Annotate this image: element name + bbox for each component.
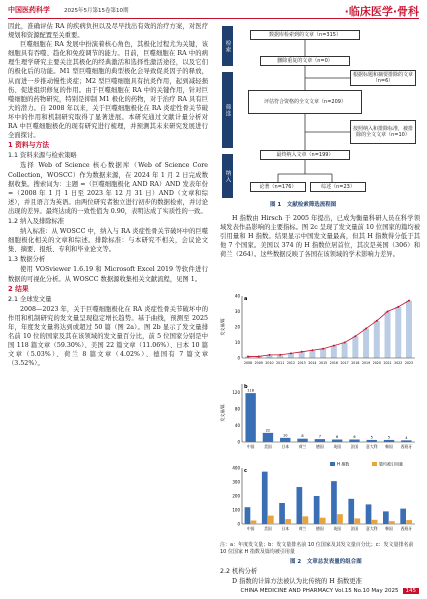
- y-tick-label: 200: [232, 493, 240, 499]
- y-tick-label: 0: [237, 521, 240, 527]
- x-tick-label: 西班牙: [400, 444, 413, 449]
- box-reviews: 综述（n=23）: [310, 182, 366, 192]
- bar-mark: [315, 439, 325, 442]
- panel-letter: a: [244, 296, 248, 302]
- y-axis-label: 发文量/篇: [220, 318, 225, 336]
- box-final-included: 最终纳入文章（n=199）: [260, 150, 350, 160]
- y-tick-label: 20: [234, 324, 240, 330]
- flowchart-figure: [220, 22, 420, 212]
- subsection-heading: 1.2 纳入及排除标准: [8, 217, 65, 225]
- x-tick-label: 2020: [372, 361, 381, 365]
- legend-label: 篇均被引用量: [379, 461, 403, 467]
- y-tick-label: 0: [237, 355, 240, 361]
- subsection-heading: 1.1 资料来源与检索策略: [8, 152, 77, 160]
- data-point: [322, 348, 324, 350]
- data-label: 6: [336, 435, 339, 440]
- legend-swatch: [372, 462, 377, 466]
- figure2-caption: 图 2 文章总发表量的组合图: [290, 559, 362, 565]
- data-point: [258, 355, 260, 357]
- data-label: 118: [247, 388, 254, 393]
- data-point: [354, 335, 356, 337]
- side-label-screen: 筛选: [222, 72, 233, 148]
- data-point: [279, 354, 281, 356]
- panel-letter: c: [244, 468, 247, 474]
- y-tick-label: 80: [234, 406, 240, 412]
- x-tick-label: 2021: [383, 361, 392, 365]
- bar-mark: [320, 349, 326, 358]
- bar-mark: [349, 440, 359, 442]
- x-tick-label: 韩国: [385, 526, 393, 531]
- bar-mark: [363, 329, 369, 358]
- x-tick-label: 德国: [316, 444, 324, 449]
- left-column: [8, 22, 208, 368]
- bar-mark: [337, 514, 343, 524]
- issue-info: 2025年5月第15卷第10期: [64, 8, 129, 14]
- x-tick-label: 法国: [350, 526, 359, 531]
- box-excluded-full-text: 按照纳入和排除标准，被排除的全文文章（n=10）: [350, 120, 416, 144]
- box-excluded-by-title: 根据标题和摘要排除的文章（n=6）: [350, 70, 416, 86]
- bar-mark: [280, 438, 290, 442]
- x-tick-label: 荷兰: [298, 444, 307, 449]
- subsection-heading: 2.1 全球发文量: [8, 295, 52, 303]
- subsection-heading: 2.2 机构分析: [220, 568, 258, 575]
- x-tick-label: 2015: [319, 361, 328, 365]
- x-tick-label: 2016: [329, 361, 338, 365]
- data-label: 8: [301, 434, 304, 439]
- y-tick-label: 30: [234, 309, 240, 314]
- x-tick-label: 2008: [243, 361, 253, 365]
- data-label: 22: [265, 428, 271, 433]
- x-tick-label: 中国: [246, 526, 255, 531]
- data-point: [333, 345, 335, 347]
- legend-swatch: [330, 462, 335, 466]
- footer-journal: CHINA MEDICINE AND PHARMACY Vol.15 No.10 May 2025: [240, 588, 399, 594]
- data-point: [408, 300, 410, 302]
- bar-mark: [262, 472, 268, 524]
- x-tick-label: 西班牙: [400, 526, 413, 531]
- x-tick-label: 2023: [404, 361, 414, 365]
- section-heading: 2 结果: [8, 284, 29, 293]
- bar-mark: [251, 521, 257, 525]
- side-label-include: 纳入: [222, 154, 233, 198]
- journal-title: 中国医药科学: [8, 6, 50, 14]
- paragraph: H 指数由 Hirsch 于 2005 年提出，已成为衡量科研人员在科学领域发表作品影响的主要指标。图 2c 呈现了发文量前 10 位国家的篇均被引用量和 H 指数。结果显示中国发文量最高，但其 H 指数得分低于其他 7 个国家。美国以 374 的 H 指数位居首位，其次是英国（306）和荷兰（264）。这些数据反映了各国在该领域的学术影响力差异。: [220, 215, 420, 259]
- bar-mark: [374, 321, 380, 358]
- data-point: [376, 320, 378, 322]
- bar-mark: [354, 518, 360, 524]
- bar-mark: [348, 499, 354, 524]
- chart-panel-a: [220, 290, 420, 375]
- x-tick-label: 法国: [350, 444, 359, 449]
- bar-mark: [406, 301, 412, 358]
- x-tick-label: 德国: [316, 526, 324, 531]
- x-tick-label: 日本: [281, 444, 290, 449]
- y-tick-label: 120: [232, 389, 240, 395]
- x-tick-label: 中国: [246, 444, 255, 449]
- x-tick-label: 2017: [340, 361, 349, 365]
- bar-mark: [245, 507, 251, 524]
- x-tick-label: 2018: [351, 361, 360, 365]
- figure2-notes: 注：a：年度发文量；b：发文量排名前 10 位国家及其发文量百分比；c：发文量排名前 10 位国家 H 指数及篇均被引用量: [220, 542, 414, 555]
- bar-mark: [297, 439, 307, 442]
- data-point: [344, 342, 346, 344]
- x-tick-label: 英国: [333, 526, 341, 531]
- legend-label: H 指数: [337, 461, 350, 467]
- bar-mark: [314, 496, 320, 524]
- x-tick-label: 2012: [286, 361, 295, 365]
- bar-mark: [309, 350, 315, 358]
- bar-mark: [384, 440, 394, 442]
- data-point: [387, 311, 389, 313]
- data-label: 10: [283, 433, 288, 438]
- data-point: [290, 352, 292, 354]
- paragraph: 纳入标准：从 WOSCC 中，纳入与 RA 炎症性骨关节破坏中的巨噬细胞极化相关的文章和综述。排除标准：与本研究不相关，会议论文集、摘要、报纸、专利和毕业论文等。: [8, 228, 208, 254]
- bar-mark: [332, 440, 342, 442]
- x-tick-label: 2009: [254, 361, 263, 365]
- section-heading: 1 资料与方法: [8, 141, 50, 150]
- data-point: [268, 354, 270, 356]
- x-tick-label: 英国: [333, 444, 341, 449]
- x-tick-label: 美国: [264, 526, 272, 531]
- bar-mark: [395, 307, 401, 358]
- x-tick-label: 韩国: [385, 444, 393, 449]
- right-column-text: [220, 214, 420, 259]
- y-tick-label: 0: [237, 439, 240, 445]
- y-tick-label: 40: [234, 293, 240, 299]
- data-label: 4: [405, 435, 408, 440]
- box-duplicates-removed: 删除重复的文章（n=0）: [260, 56, 350, 66]
- paragraph: 巨噬细胞在 RA 发展中扮演着核心角色，其极化过程尤为关键，该细胞具有吞噬、趋化和免疫调节的能力。目前，巨噬细胞在 RA 中的病理生理学研究主要关注其极化的经典激活和选择性激活途径，以及它们的极化后的功能。M1 型巨噬细胞的典型极化会导致促炎因子的释放，从而进一步推动慢性炎症；M2 型巨噬细胞具有抗炎作用，起到减轻损伤、促进组织修复的作用。由于巨噬细胞在 RA 中的关键作用，针对巨噬细胞的药物研究，特别是抑制 M1 极化的药物，对于治疗 RA 具有巨大的潜力。自 2008 年以来，关于巨噬细胞极化在 RA 炎症性骨关节破坏中的作用和机制研究取得了显著进展。本研究通过文献计量分析对 RA 中巨噬细胞极化的现有研究进行梳理，并预测其未来研究发展进行全面探讨。: [8, 41, 208, 140]
- x-tick-label: 2011: [276, 361, 285, 365]
- bar-mark: [366, 504, 372, 524]
- bar-mark: [406, 520, 412, 524]
- paragraph: 2008—2023 年，关于巨噬细胞极化在 RA 炎症性骨关节破坏中的作用和机制研究的发文量呈现稳定增长趋势。基于曲线，预测至 2025 年，年度发文量将达到或超过 50 篇（图 2a）。图 2b 显示了发文量排名前 10 位的国家及其在该领域的发文量百分比，前 5 位国家分别是中国 118 篇文章（59.30%）、美国 22 篇文章（11.06%）、日本 10 篇文章（5.03%）、荷兰 8 篇文章（4.02%）、德国有 7 篇文章（3.52%）。: [8, 305, 208, 368]
- data-label: 6: [353, 435, 356, 440]
- bar-mark: [320, 518, 326, 524]
- bar-mark: [389, 521, 395, 524]
- bar-mark: [268, 516, 274, 524]
- bar-mark: [367, 440, 377, 442]
- box-records-identified: 数据库检索到的文章（n=315）: [250, 30, 360, 40]
- x-tick-label: 2022: [394, 361, 403, 365]
- x-tick-label: 荷兰: [298, 526, 307, 531]
- section-title: ·临床医学·骨科: [344, 5, 419, 18]
- data-point: [247, 355, 249, 357]
- subsection-heading: 1.3 数据分析: [8, 256, 46, 264]
- bar-mark: [285, 519, 291, 524]
- y-tick-label: 400: [232, 465, 240, 471]
- page-number: 145: [403, 588, 420, 594]
- bar-mark: [279, 503, 285, 524]
- panel-letter: b: [244, 384, 248, 390]
- bar-mark: [400, 509, 406, 524]
- data-label: 7: [318, 434, 321, 439]
- x-tick-label: 日本: [281, 526, 290, 531]
- data-point: [365, 328, 367, 330]
- right-column-bottom: [220, 566, 420, 586]
- paragraph: D 指数的计算方法被认为比传统的 H 指数更准: [232, 578, 362, 586]
- y-tick-label: 40: [234, 422, 240, 428]
- chart-panel-c: [220, 460, 420, 540]
- bar-mark: [263, 433, 273, 442]
- x-tick-label: 2010: [265, 361, 274, 365]
- bar-mark: [383, 511, 389, 524]
- y-tick-label: 100: [232, 507, 240, 513]
- box-full-text-assessed: 评估符合资格的全文文章（n=209）: [248, 90, 362, 114]
- data-point: [301, 351, 303, 353]
- page-footer: [220, 588, 419, 594]
- bar-mark: [331, 346, 337, 358]
- x-tick-label: 意大利: [366, 526, 378, 531]
- bar-mark: [331, 481, 337, 524]
- y-tick-label: 10: [234, 340, 240, 345]
- chart-b-svg: [220, 378, 420, 458]
- data-label: 5: [387, 435, 391, 440]
- header-rule: [8, 18, 419, 19]
- data-point: [397, 306, 399, 308]
- paragraph: 使用 VOSviewer 1.6.19 和 Microsoft Excel 2019 等软件进行数据的可视化分析。从 WOSCC 数据源收集相关文献流程，见图 1。: [8, 266, 208, 283]
- page-header: [0, 0, 427, 20]
- box-articles: 论著（n=176）: [250, 182, 306, 192]
- chart-c-svg: [220, 460, 420, 540]
- paragraph: 选择 Web of Science 核心数据库（Web of Science Core Collection，WOSCC）作为数据来源，在 2024 年 1 月 2 日完成数据收集。搜索词为：主题 =（巨噬细胞极化 AND RA）AND 发表年份 =（2008 年 1 月 1 日至 2023 年 12 月 31 日）AND（文章和综述），并且语言为英语。由两位研究者独立进行初步的数据检索，并讨论出现的差异。最终达成的一致性值为 0.90，表明达成了实质性的一致。: [8, 162, 208, 215]
- figure1-caption: 图 1 文献检索筛选流程图: [270, 202, 337, 208]
- bar-mark: [372, 520, 378, 524]
- chart-a-svg: [220, 290, 420, 375]
- x-tick-label: 意大利: [366, 444, 378, 449]
- bar-mark: [385, 312, 391, 359]
- data-point: [311, 349, 313, 351]
- bar-mark: [352, 336, 358, 358]
- x-tick-label: 美国: [264, 444, 272, 449]
- side-label-search: 检索: [222, 26, 233, 66]
- bar-mark: [401, 440, 411, 442]
- y-axis-label: 发文量/篇: [220, 404, 225, 422]
- bar-mark: [303, 516, 309, 524]
- bar-mark: [296, 487, 302, 524]
- y-tick-label: 300: [232, 479, 240, 485]
- x-tick-label: 2019: [362, 361, 371, 365]
- bar-mark: [342, 343, 348, 359]
- x-tick-label: 2013: [297, 361, 306, 365]
- chart-panel-b: [220, 378, 420, 458]
- paragraph: 因此，准确评估 RA 的疾病负担以及尽早找出有效的治疗方案，对医疗规划和资源配置至关重要。: [8, 23, 208, 40]
- data-label: 5: [370, 435, 373, 440]
- x-tick-label: 2014: [308, 361, 317, 365]
- bar-mark: [245, 393, 255, 442]
